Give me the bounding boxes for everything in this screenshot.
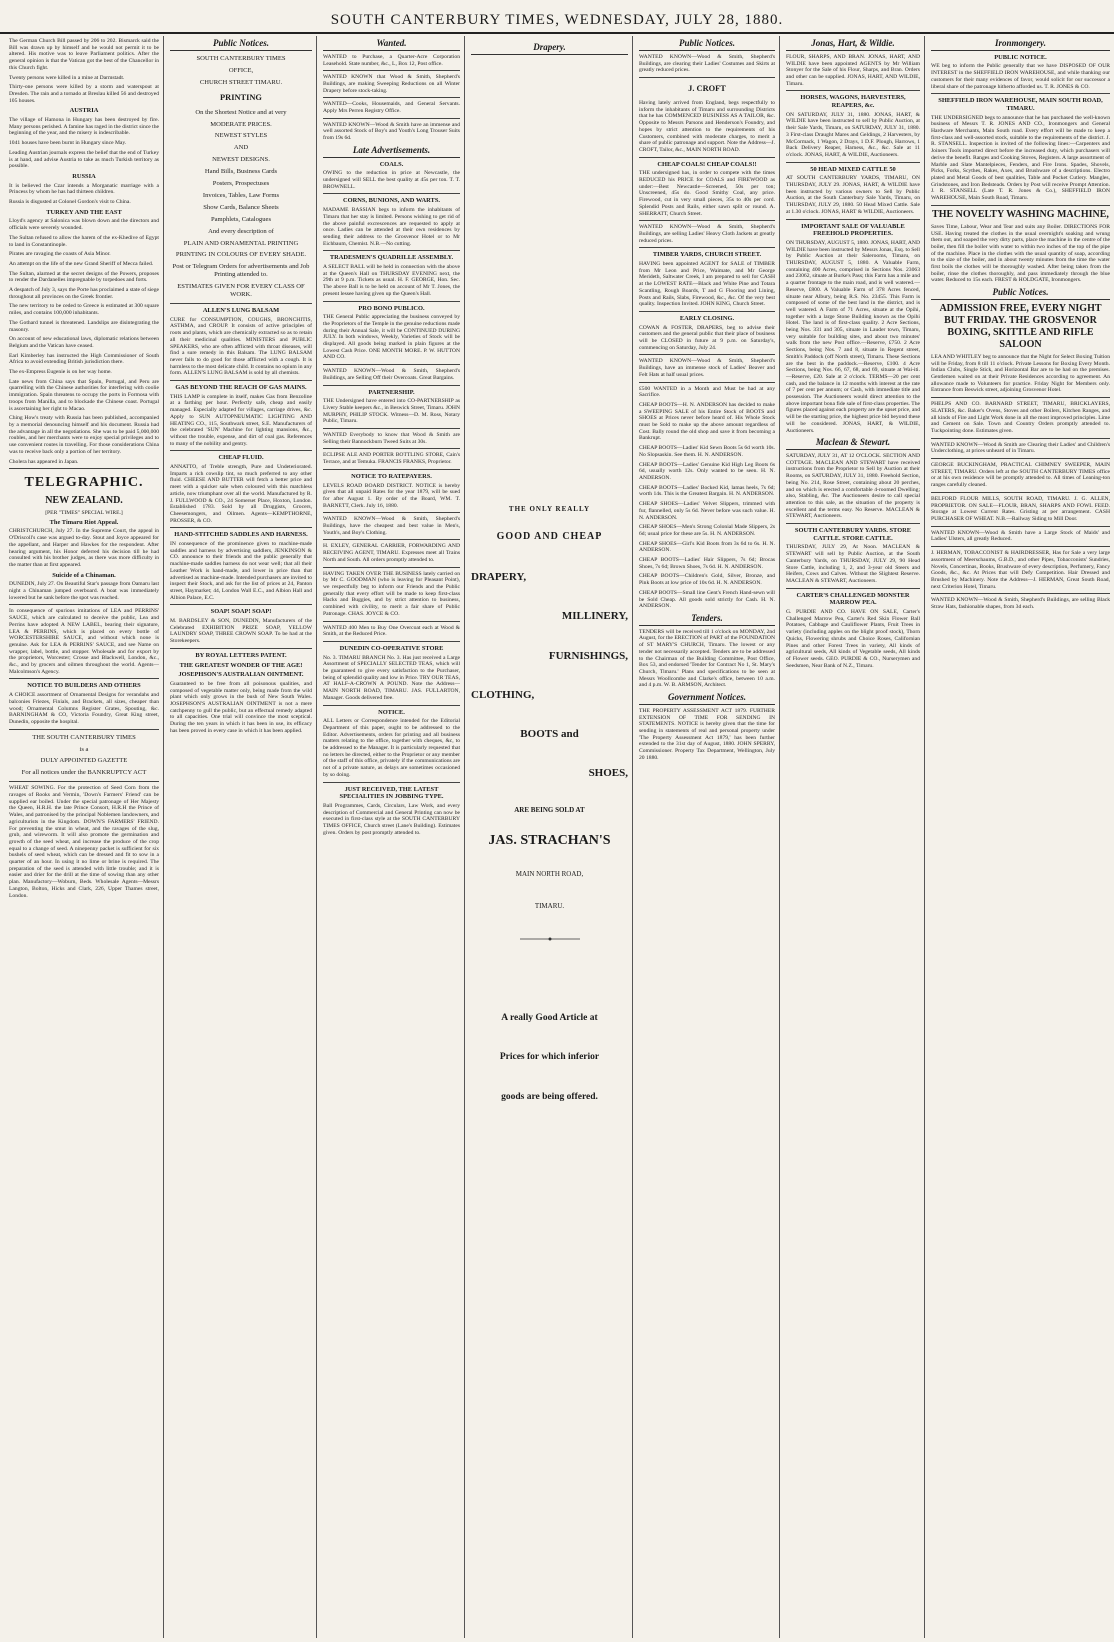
exley-ad: H. EXLEY, GENERAL CARRIER, FORWARDING AND RECEIVING AGENT, TIMARU. Expresses meet all Trains North and South. All orders promptly attended to. [323, 543, 460, 563]
drapery-line: FURNISHINGS, [548, 649, 628, 662]
printing-list-item: Pamphlets, Catalogues [210, 215, 272, 223]
printing-line: MODERATE PRICES. [210, 120, 272, 128]
divider [639, 382, 775, 383]
news-item: The German Church Bill passed by 206 to 202. Bismarck said the Bill was drawn up by himself and he would not permit it to be altered. His motive was to leave Parliament politics. After the general opinion is that the Vatican got the best of the Chancellor in this Church fight. [9, 38, 159, 71]
news-item: Cholera has appeared in Japan. [9, 458, 79, 465]
divider [786, 588, 920, 589]
wanted-ad: WANTED KNOWN—Wood & Smith have an immense and well assorted Stock of Boy's and Youth's Long Trouser Suits from 19s 6d. [323, 121, 460, 142]
section-heading: Wanted. [323, 38, 460, 51]
sweep-ad: GEORGE BUCKINGHAM, PRACTICAL CHIMNEY SWEEPER, MAIN STREET, TIMARU. Orders left at the SOUTH CANTERBURY TIMES office or at his own residence will be promptly attended to. All times of Leaning-ton ranges carefully cleaned. [931, 462, 1110, 489]
riot-text: CHRISTCHURCH, July 27. In the Supreme Court, the appeal in O'Driscoll's case was argued to-day. Stout and Joyce appeared for the appellant, and Harper and Hawkes for the respondent. After hearing argument, his Honor deferred his decision till he had consulted with his brother judges, as there was more difficulty in the matter than at first appeared. [9, 528, 159, 568]
news-heading: TURKEY AND THE EAST [46, 208, 122, 216]
boots-ad: CHEAP BOOTS—Children's Gold, Silver, Bronze, and Pink Boots at low price of 10s 6d. H. N. ANDERSON. [639, 573, 775, 587]
divider [931, 593, 1110, 594]
section-heading: Late Advertisements. [323, 145, 460, 158]
divider [9, 678, 159, 679]
drapery-line: CLOTHING, [471, 688, 535, 701]
ratepayers-heading: NOTICE TO RATEPAYERS. [351, 472, 432, 480]
dunedin-ad: No. 3. TIMARU BRANCH No. 3. Has just received a Large Assortment of SPECIALLY SELECTED TEAS, which will be guaranteed to give every satisfaction to the Purchaser, being of splendid quality and low in Price. TRY OUR TEAS, AT HALF-A-CROWN A POUND. Note the Address—MAIN NORTH ROAD, TIMARU. JAS. FULLARTON, Manager. Goods delivered free. [323, 654, 460, 701]
ornament-rule [471, 936, 628, 945]
builders-heading: NOTICE TO BUILDERS AND OTHERS [27, 682, 141, 690]
divider [323, 364, 460, 365]
news-item: 1041 houses have been burnt in Hungary since May. [9, 140, 127, 147]
section-heading: Jonas, Hart, & Wildie. [786, 38, 920, 51]
soap-heading: SOAP! SOAP! SOAP! [210, 608, 272, 616]
divider [786, 523, 920, 524]
news-heading: AUSTRIA [69, 107, 99, 115]
strachan-name: JAS. STRACHAN'S [488, 832, 611, 848]
public-notice-heading: PUBLIC NOTICE. [994, 53, 1047, 61]
gazette-line: DULY APPOINTED GAZETTE [40, 757, 128, 765]
cheese-heading: CHEAP FLUID. [218, 454, 264, 462]
section-heading: Public Notices. [170, 38, 312, 51]
divider [639, 354, 775, 355]
drapery-line: TIMARU. [534, 901, 565, 910]
boots-ad: CHEAP BOOTS—Ladies' Bocked Kid, lamas heels, 7s 6d; worth 14s. This is the Greatest Bargain. H. N. ANDERSON. [639, 484, 775, 498]
divider [639, 220, 775, 221]
boots-ad: CHEAP BOOTS—H. N. ANDERSON has decided to make a SWEEPING SALE of his Entire Stock of BOOTS and SHOES at Prices never before heard of. His Whole Stock must be Sold to make up the above amount regardless of Cost. Bally round the old shop and save it from becoming a Bankrupt. [639, 401, 775, 442]
eclipse-ad: ECLIPSE ALE AND PORTER BOTTLING STORE, Cain's Terrace, and at Temuka. FRANCIS FRANKS, Proprietor. [323, 452, 460, 466]
ratepayers-ad: LEVELS ROAD BOARD DISTRICT. NOTICE is hereby given that all unpaid Rates for the year 1879, will be sued for after August 1. By order of the Board, WM. T. BARNETT, Clerk. July 16, 1880. [323, 482, 460, 509]
news-item: The Gothard tunnel is threatened. Landslips are disintegrating the masonry. [9, 319, 159, 333]
divider [639, 77, 775, 78]
printing-line: NEWEST STYLES [214, 132, 268, 140]
wanted-ad: WANTED KNOWN that Wood & Smith, Shepherd's Buildings, are making Sweeping Reductions on all Winter Drapery before stock-taking. [323, 74, 460, 94]
column-ironmongery [928, 36, 1114, 1638]
section-heading: Ironmongery. [931, 38, 1110, 51]
washing-ad: Saves Time, Labour, Wear and Tear and suits any Boiler. DIRECTIONS FOR USE. Having treated the clothes in the usual overnight's soaking and wrung them out, and soaped the very dirty parts, place the machine in the centre of the boiler, then fill the boiler with water to within two inches of the top of the pipe of the machine. Place in the clothes with the usual quantity of soap, according to the size of the boiler, and in about twenty minutes from the time the water first boils the clothes will be thoroughly washed. After being taken from the boiler, rinse the clothes thoroughly, and pass immediately through the blue water. Reduced to 15s each. FREST & HOLDGATE, Ironmongers. [931, 223, 1110, 284]
wanted-ad: WANTED Everybody to know that Wood & Smith are Selling their Bannockburn Tweed Suits at 30s. [323, 432, 460, 445]
news-heading: RUSSIA [72, 172, 96, 180]
divider [323, 301, 460, 302]
gas-ad: THIS LAMP is complete in itself, makes Gas from Benzoline at a farthing per hour. Perfectly safe, cheap and easily managed. Especially adapted for villages, carriage drives, &c. Apply to SUN AUTOPNEUMATIC LIGHTING AND HEATING CO., 115, Southwark street, S.E. Manufacturers of the celebrated 'SUN' Machine for lighting mansions, &c., without the trouble, expense, and dirt of coal gas. References to many of the nobility and gentry. [170, 393, 312, 447]
news-item: The Sultan, alarmed at the secret designs of the Powers, proposes to render the Dardanelles impregnable by torpedoes and forts. [9, 270, 159, 284]
drapery-line: SHOES, [588, 767, 628, 780]
drapery-line: BOOTS and [520, 727, 579, 740]
divider [786, 90, 920, 91]
news-item: Twenty persons were killed in a mine at Darmstadt. [9, 74, 125, 81]
news-item: The village of Hamona in Hungary has been destroyed by fire. Many persons perished. A famine has raged in the district since the beginning of the year, and the misery is indescribable. [9, 117, 159, 137]
drapery-line: GOOD AND CHEAP [496, 531, 603, 543]
government-notice: THE PROPERTY ASSESSMENT ACT 1879. FURTHER EXTENSION OF TIME FOR SENDING IN STATEMENTS. NOTICE is hereby given that the time for sending in statements of real and personal property under 'The Property Assessment Act 1879,' has been further extended to the 31st day of August, 1880. JOHN SPERRY, Commissioner. Property Tax Department, Wellington, July 20 1880. [639, 707, 775, 761]
allen-heading: ALLEN'S LUNG BALSAM [202, 307, 280, 314]
printing-list-item: Invoices, Tables, Law Forms [202, 191, 280, 199]
admission-heading: ADMISSION FREE, EVERY NIGHT BUT FRIDAY. THE GROSVENOR BOXING, SKITTLE AND RIFLE SALOON [939, 302, 1102, 350]
news-item: Russia is disgusted at Colonel Gordon's visit to China. [9, 199, 131, 206]
gas-heading: GAS BEYOND THE REACH OF GAS MAINS. [175, 384, 307, 392]
suicide-text: DUNEDIN, July 27. On Beautiful Star's passage from Oamaru last night a Chinaman jumped overboard. A boat was immediately lowered but he sank before the spot was reached. [9, 581, 159, 601]
section-heading: Maclean & Stewart. [786, 437, 920, 450]
masthead-title: SOUTH CANTERBURY TIMES, WEDNESDAY, JULY 28, 1880. [330, 12, 784, 28]
herman-ad: J. HERMAN, TOBACCONIST & HAIRDRESSER, Has for Sale a very large assortment of Meerschaums, G.B.D., and other Pipes, Tobacconists' Sundries, Novels, Concertinas, Books, Brushware of every description, Perfumery, Fancy Goods, &c., &c. At Prices that will Defy Competition. Hair Dressed and Brushed by Machinery. Note the Address—J. HERMAN, Great South Road, next Criterion Hotel, Timaru. [931, 550, 1110, 590]
belford-ad: BELFORD FLOUR MILLS, SOUTH ROAD, TIMARU. J. G. ALLEN, PROPRIETOR. ON SALE—FLOUR, BRAN, SHARPS AND FOWL FEED. Storage at Lowest Current Rates. Gristing at per arrangement. CASH PURCHASER OF WHEAT. N.B.—Railway Siding to Mill Door. [931, 495, 1110, 522]
freehold-ad: ON THURSDAY, AUGUST 5, 1880. JONAS, HART, AND WILDIE have been instructed by Messrs Jonas, Esq. to Sell by Public Auction at their Salerooms, Timaru, on THURSDAY, AUGUST 5, 1880. A Valuable Farm, containing 400 Acres, comprised in Sections Nos. 23063 and 23062, situate at Burke's Pass; this Farm has a mile and a quarter frontage to the main road, and is well watered.—Reserve, £800. A Valuable Farm of 378 Acres fenced, situate near Albury, being R.S. No. 23455. This Farm is composed of some of the best land in the district, and is well watered. A Farm of 71 Acres, situate at the Opihi, together with a large Stone Building known as the Opihi Hotel. The land is of first-class quality. 2 Acre Sections, being Nos. 331 and 305, situate in Lauder town, Timaru, very suitable for building sites, and about two minutes' walk from the new Post office.—Reserve, £750. 2 Acre Sections, being Nos. 7 and 8, situate in Regent street, Smith's Paddock (off North street), Timaru. These Sections are the best in the paddock.—Reserve, £100. 4 Acre Sections, being Nos. 66, 67, 68, and 69, situate at Wai-iti.—Reserve, £20. Sale at 2 o'clock. TERMS—20 per cent cash, and the balance in 12 months with interest at the rate of 7 per cent per annum; or Cash, with immediate title and possession. The Auctioneers would direct attention to the above important bona fide sale of first-class properties. The figures placed against each property are the upset price, and will be the starting price, the highest price bid beyond these will be considered. JONAS, HART, & WILDIE, Auctioneers. [786, 239, 920, 434]
ointment-heading: JOSEPHSON'S AUSTRALIAN OINTMENT. [178, 671, 304, 679]
printing-line: Post or Telegram Orders for advertisements and Job Printing attended to. [172, 263, 310, 279]
printing-line: NEWEST DESIGNS. [212, 156, 270, 164]
gazette-line: THE SOUTH CANTERBURY TIMES [32, 733, 136, 741]
divider [931, 546, 1110, 547]
wanted-ad: WANTED KNOWN—Wood & Smith, Shepherd's Buildings, have the cheapest and best value in Men's, Youth's, and Boy's Clothing. [323, 516, 460, 536]
special-wire: [PER "TIMES" SPECIAL WIRE.] [45, 510, 123, 517]
printing-line: PLAIN AND ORNAMENTAL PRINTING [183, 239, 299, 247]
news-item: An attempt on the life of the new Grand Sheriff of Mecca failed. [9, 260, 154, 267]
gazette-line: is a [79, 745, 89, 753]
sheffield-heading: SHEFFIELD IRON WAREHOUSE, MAIN SOUTH ROAD, TIMARU. [938, 97, 1103, 112]
suicide-heading: Suicide of a Chinaman. [52, 571, 116, 579]
purdie-ad: G. PURDIE AND CO. HAVE ON SALE, Carter's Challenged Marrow Pea, Carter's Red Skin Flower Ball Potatoes, Cabbage and Cauliflower Plants, Fruit Trees in variety (including apples on the blight proof stock), Thorn Quicks, Flowering shrubs and Choice Roses, Californian Pines and other Forest Trees in variety, All kinds of agricultural seeds, All kinds of Vegetable seeds, All kinds of Flower seeds. GEO. PURDIE & CO., Nurserymen and Seedsmen, Near Bank of N.Z., Timaru. [786, 609, 920, 669]
printing-list-item: And every description of [208, 227, 274, 235]
news-item: Pirates are ravaging the coasts of Asia Minor. [9, 251, 111, 258]
boots-ad: CHEAP SHOES—Girl's Kid Boots from 3s 6d to 6s. H. N. ANDERSON. [639, 540, 775, 554]
corns-ad: MADAME BASSIAN begs to inform the inhabitants of Timaru that her stay is limited. Persons wishing to get rid of the above painful excrescences are requested to apply at once. Ladies can be attended at their own residences by sending their address to the Grosvenor Hotel or to Mr Eichbaum, Chemist. N.B.—No cutting. [323, 207, 460, 247]
divider [323, 385, 460, 386]
column-drapery [468, 36, 633, 1638]
printing-list-item: Posters, Prospectuses [212, 180, 270, 188]
boxing-ad: LEA AND WHITLEY beg to announce that the Night for Select Boxing Tuition will be Friday, from 8 till 11 o'clock. Private Lessons for Boxing Every Month. Indian Clubs, Single Stick, and Horizontal Bar are to be had on the premises. Gentlemen waited on at their Private Residences according to agreement. An allowance made to Volunteers for practice. Friday Night for Members only. Entrance from Beswick street, adjoining Grosvenor Hotel. [931, 353, 1110, 394]
cheese-ad: ANNATTO, of Treble strength, Pure and Undeteriorated. Imparts a rich cowslip tint, so much preferred to any other fluid. CHEESE AND BUTTER will fetch a better price and meet with a quicker sale when coloured with this matchless article, now triumphant over all the world. Manufactured by R. J. FULLWOOD & CO., 24 Somerset Place, Hoxton, London. Established 1783. Sold by all Druggists, Grocers, Cheesemongers, and Oilmen. Agents—KEMPTHORNE, PROSSER, & CO. [170, 464, 312, 524]
divider [170, 527, 312, 528]
divider [931, 205, 1110, 206]
goodman-ad: HAVING TAKEN OVER THE BUSINESS lately carried on by Mr C. GOODMAN (who is leaving for Pleasant Point), we respectfully beg to inform our Friends and the Public generally that every effort will be made to keep first-class Hacks and Buggies, and by strict attention to business, combined with civility, to merit a fair share of Public Patronage. CHAS. JOYCE & CO. [323, 570, 460, 617]
printing-line: PRINTING IN COLOURS OF EVERY SHADE. [175, 251, 307, 259]
divider [639, 311, 775, 312]
column-public-notices-2 [636, 36, 780, 1638]
gazette-line: For all notices under the BANKRUPTCY ACT [21, 769, 147, 777]
divider [323, 193, 460, 194]
printing-line: On the Shortest Notice and at very [195, 108, 287, 116]
sheffield-ad: THE UNDERSIGNED begs to announce that he has purchased the well-known business of Messrs T. R. JONES AND CO., Ironmongers and General Hardware Merchants, Main South road. Every effort will be made to keep a first-class and well-assorted stock, suitable to the requirements of the district. J. R. STANSELL. Inspection is invited of the following lines:—Carpenters and Joiners Tools imported direct before the increased duty, which purchasers will derive the benefit. Ranges and Cooking Stoves, Registers. A large assortment of Marble and Slate Mantelpieces, Fenders, and Fire Irons. Spades, Shovels, Picks, Forks, Scythes, Rakes, Axes, and Brushware of a descriptions. Electro plated and Metal Goods of best qualities, Table and Pocket Cutlery. Mangles, Grindstones, and Iron Bedsteads. Orders by Post will receive Prompt Attention. J. R. STANSELL (Late T. R. Jones & Co.), SHEFFIELD IRON WAREHOUSE, Main South Road, Timaru. [931, 114, 1110, 202]
section-heading: Drapery. [471, 42, 628, 55]
divider [323, 428, 460, 429]
news-item: Lloyd's agency at Salonica was blown down and the directors and officials were severely wounded. [9, 218, 159, 232]
divider [323, 539, 460, 540]
timber-heading: TIMBER YARDS, CHURCH STREET. [652, 251, 762, 259]
partnership-ad: THE Undersigned have entered into CO-PARTNERSHIP as Livery Stable keepers &c., in Beswick Street, Timaru. JOHN MURPHY, PHILIP STOCK. Witness—D. M. Ross, Notary Public, Timaru. [323, 398, 460, 425]
saddles-heading: HAND-STITCHED SADDLES AND HARNESS. [174, 531, 308, 539]
news-item: The ex-Empress Eugenie is on her way home. [9, 369, 112, 376]
timber-ad: HAVING been appointed AGENT for SALE of TIMBER from Mr Leon and Price, Waimate, and Mr George Merideth, Saltwater Creek, I am prepared to sell for CASH at the LOWEST RATE—Black and White Pine and Totara Scantling, Rough Boards, T and G Flooring and Lining, Posts and Rails, Slabs, Firewood, &c., &c. Of the very best quality. Inspection Invited. JOHN KING, Church Street. [639, 261, 775, 308]
builders-ad: A CHOICE assortment of Ornamental Designs for verandahs and balconies Friezes, Finials, and Brackets, all sizes, cheaper than wood; Ornamental Columns Register Grates, Spouting, &c. BARNINGHAM & CO, Victoria Foundry, Great King street, Dunedin, opposite the hospital. [9, 692, 159, 725]
divider [323, 512, 460, 513]
divider [323, 97, 460, 98]
news-item: Earl Kimberley has instructed the High Commissioner of South Africa to avoid extending British jurisdiction there. [9, 352, 159, 366]
divider [931, 397, 1110, 398]
divider [9, 604, 159, 605]
divider [323, 641, 460, 642]
wanted-ad: WANTED KNOWN—Wood & Smith, Shepherd's Buildings, are selling Black Straw Hats, fashionable shapes, from 3d each. [931, 597, 1110, 611]
divider [931, 492, 1110, 493]
dunedin-heading: DUNEDIN CO-OPERATIVE STORE [339, 644, 444, 652]
column-news [6, 36, 164, 1638]
columns [6, 36, 1108, 1638]
divider [9, 781, 159, 782]
allen-ad: CURE for CONSUMPTION, COUGHS, BRONCHITIS, ASTHMA, and CROUP. It consists of active principles of roots and plants, which are chemically extracted so as to retain all their medicinal qualities. MINISTERS and PUBLIC SPEAKERS, who are often afflicted with throat diseases, will find a sure remedy in this Balsam. The LUNG BALSAM never fails to do good for those afflicted with a cough. It is harmless to the most delicate child. It contains no opium in any form. ALLEN'S LUNG BALSAM is sold by all chemists. [170, 316, 312, 377]
divider [323, 118, 460, 119]
royal-patent: BY ROYAL LETTERS PATENT. [195, 651, 287, 659]
section-heading: Government Notices. [639, 692, 775, 705]
boots-ad: CHEAP BOOTS—Ladies' Hair Slippers, 7s 6d; Brocas Shoes, 7s 6d; Brown Shoes, 7s 6d. H. N. ANDERSON. [639, 557, 775, 570]
printing-list-item: Hand Bills, Business Cards [204, 168, 278, 176]
notice-text: ALL Letters or Correspondence intended for the Editorial Department of this paper, ought to be addressed to the Editor. Advertisements, orders for printing and all business matters relating to the office, together with cheques, &c, to be addressed to the Manager. It is particularly requested that no letters be directed, either to the Proprietor or any member of the staff of this office, privately if the communications are not of a private nature, as delays are sometimes occasioned by so doing. [323, 718, 460, 778]
cheap-coals-ad: THE undersigned has, in order to compete with the times REDUCED his PRICE for COALS and FIREWOOD as under:—Best Newcastle—Screened, 50s per ton; Unscreened, 45s do. Good Smithy Coal, any price. Firewood, cut in very small pieces, 35s to 40s per cord. Splendid Posts and Rails, either sawn split or round. A. SHERRATT, Church Street. [639, 170, 775, 217]
divider [931, 93, 1110, 94]
early-closing-ad: COWAN & FOSTER, DRAPERS, beg to advise their customers and the general public that their place of business will be CLOSED in future at 9 p.m. on Saturday's, commencing on Saturday, July 24. [639, 324, 775, 351]
cattle-ad: AT SOUTH CANTERBURY YARDS, TIMARU, ON THURSDAY, JULY 29. JONAS, HART, & WILDIE have been instructed by various owners to Sell by Public Auction, at the South Canterbury Sale Yards, Timaru, on THURSDAY, JULY 29, 1880. 50 Head Mixed Cattle. Sale at 1.30 o'clock. JONAS, HART & WILDIE, Auctioneers. [786, 175, 920, 215]
wheat-sowing-ad: WHEAT SOWING. For the protection of Seed Corn from the ravages of Rooks and Vermin, 'Down's Farmers' Friend' can be supplied ear boiled. Under the special patronage of Her Majesty the Queen, H.R.H. the late Prince Consort, H.R.H the Prince of Wales, and patronised by the principal Noblemen landowners, and agriculturists in the Kingdom. DOWN'S FARMERS' FRIEND. For preventing the smut in wheat, and the ravages of the slug, grub, and wireworm. It will also promote the germination and growth of the seed wheat, and increase the produce of the crop equal to a change of seed. A ninepenny packet is sufficient for six bushels of seed wheat, which can be dressed and fit to sow in a quarter of an hour. In using it no lime or brine is required. The preparation of the seed is attended with little trouble; and it is easier and drier for the drill at the time of sowing than any other plan. Manufactory—Woburn, Beds. Wholesale Agents—Messrs Langton, Bolton, Hicks and Clark, 226, Upper Thames street, London. [9, 785, 159, 899]
divider [323, 469, 460, 470]
ointment-ad: Guaranteed to be free from all poisonous qualities, and composed of vegetable matter only, being made from the wild plant which only grows in the bush of New South Wales. JOSEPHSON'S AUSTRALIAN OINTMENT is not a mere catchpenny to gull the public, but an effectual remedy adapted to all capacities. One trial will convince the most sceptical. During the ten years in which it has been in use, its efficacy has been proved in every case in which it has been applied. [170, 680, 312, 734]
divider [170, 648, 312, 649]
phelps-ad: PHELPS AND CO. BARNARD STREET, TIMARU, BRICKLAYERS, SLATERS, &c. Baker's Ovens, Stoves and other Boilers, Kitchen Ranges, and all kinds of Fire and Light Work done in all the most improved principles. Lime and Cement on Sale. Town and Country Orders promptly attended to. Tuckpointing done. Estimates given. [931, 401, 1110, 434]
divider [170, 303, 312, 304]
column-auctioneers [783, 36, 925, 1638]
divider [323, 705, 460, 706]
times-office-line: SOUTH CANTERBURY TIMES [196, 54, 286, 62]
news-item: The new territory to be ceded to Greece is estimated at 300 square miles, and contains 100,000 inhabitants. [9, 303, 159, 317]
horses-ad: ON SATURDAY, JULY 31, 1880. JONAS, HART, & WILDIE have been instructed to sell by Public Auction, at their Sale Yards, Timaru, on SATURDAY, JULY 31, 1880. 3 First-class Draught Mares and Geldings, 2 Harvesters, by McCormack, 1 Wagon, 2 Drays, 1 D.F. Plough, Harrows, 1 Back Delivery Reaper, Harness, &c., &c. Sale at 11 o'clock. JONAS, HART, & WILDIE, Auctioneers. [786, 111, 920, 158]
divider [639, 157, 775, 158]
telegraphic-heading: TELEGRAPHIC. [24, 475, 144, 491]
drapery-line: MAIN NORTH ROAD, [515, 869, 584, 878]
divider [323, 621, 460, 622]
boots-ad: CHEAP BOOTS—Ladies' Kid Sewn Boots 5s 6d worth 10s. No Slopsaskin. See them. H. N. ANDERSON. [639, 445, 775, 458]
wanted-ad: WANTED KNOWN—Wood & Smith, Shepherd's Buildings, are Selling Off their Overcoats. Great Bargains. [323, 368, 460, 381]
drapery-line: MILLINERY, [561, 610, 628, 623]
early-closing-heading: EARLY CLOSING. [679, 314, 735, 322]
divider [170, 604, 312, 605]
column-public-notices [167, 36, 317, 1638]
lea-perrins-ad: In consequence of spurious imitations of LEA and PERRINS' SAUCE, which are calculated to deceive the public, Lea and Perrins have adopted A NEW LABEL, bearing their signature, LEA & PERRINS, which is placed on every bottle of WORCESTERSHIRE SAUCE, and without which none is genuine. Ask for LEA & PERRINS' SAUCE, and see Name on wrapper, label, bottle, and stopper. Wholesale and for export by the proprietors, Worcester; Crosse and Blackwell, London, &c., &c., and by grocers and oilmen throughout the world. Agents—Malcolmson's Agency. [9, 608, 159, 675]
section-heading: Public Notices. [931, 287, 1110, 300]
divider [323, 567, 460, 568]
times-office-line: CHURCH STREET TIMARU. [199, 78, 283, 86]
section-heading: Public Notices. [639, 38, 775, 51]
coals-ad: OWING to the reduction in price at Newcastle, the undersigned will SELL the best quality at 45s per ton. T. T. BROWNELL. [323, 170, 460, 190]
divider [9, 729, 159, 730]
bono-ad: THE General Public appreciating the business conveyed by the Proprietors of the Temple in the genuine reductions made during their Annual Sale, it will be CONTINUED DURING JULY. In both windows, Weekly, Varieties of Stock will be displayed. All goods being marked in plain figures at the Lowest Cash Price. ONE MONTH MORE. P. W. HUTTON AND CO. [323, 314, 460, 361]
news-item: Thirty-one persons were killed by a storm and waterspout at Dresden. The rain and a tornado at Breslau killed 56 and destroyed 105 houses. [9, 84, 159, 104]
riot-heading: The Timaru Riot Appeal. [49, 518, 119, 526]
boots-ad: CHEAP BOOTS—Ladies' Genuine Kid High Leg Boots 6s 6d, usually worth 12s. Only wanted to be seen. H. N. ANDERSON. [639, 461, 775, 481]
news-item: On account of new educational laws, diplomatic relations between Belgium and the Vatican have ceased. [9, 336, 159, 349]
news-item: Late news from China says that Spain, Portugal, and Peru are quarrelling with the Chinese authorities for interfering with coolie immigration. Spain threatens to occupy the ports in Formosa with troops from Manilla, and to blockade the Chinese coast. Portugal is ascertaining her right to Macao. [9, 378, 159, 412]
divider [931, 526, 1110, 527]
news-item: Leading Austrian journals express the belief that the end of Turkey is at hand, and advise Austria to take as much Turkish territory as possible. [9, 149, 159, 170]
printing-heading: PRINTING [220, 92, 262, 102]
boots-ad: CHEAP SHOES—Ladies' Velvet Slippers, trimmed with fur, flannelled, only 5s 6d. Never before was such value. H. N. ANDERSON. [639, 501, 775, 521]
jobbing-ad: Ball Programmes, Cards, Circulars, Law Work, and every description of Commercial and General Printing can now be executed in first-class style at the SOUTH CANTERBURY TIMES OFFICE, Church street (Lane's Building). Estimates given. Orders by post promptly attended to. [323, 802, 460, 836]
public-notice-text: WE beg to inform the Public generally that we have DISPOSED OF OUR INTEREST in the SHEFFIELD IRON WAREHOUSE, and while thanking our customers for their many evidences of favor, would solicit for our successor a liberal share of the patronage hitherto afforded us. T. R. JONES & CO. [931, 63, 1110, 90]
printing-line: ESTIMATES GIVEN FOR EVERY CLASS OF WORK. [177, 283, 305, 299]
pound-ad: £500 WANTED in a Month and Must be had at any Sacrifice. [639, 385, 775, 399]
corns-heading: CORNS, BUNIONS, AND WARTS. [343, 197, 440, 205]
horses-heading: HORSES, WAGONS, HARVESTERS, REAPERS, &c. [800, 94, 906, 109]
wanted-ad: WANTED KNOWN—Wood & Smith, Shepherd's Buildings, have an immense stock of Ladies' Beaver and Felt Hats at half usual prices. [639, 358, 775, 378]
quadrille-ad: A SELECT BALL will be held in connection with the above at the Queen's Hall on THURSDAY EVENING next, the 29th at 9 p.m. Tickets as usual. H. F. GEORGE, Hon. Sec. The above Ball is to be held on account of Mr T. Jones, the present lessee having given up the Queen's Hall. [323, 264, 460, 297]
divider [323, 448, 460, 449]
divider [170, 380, 312, 381]
carter-heading: CARTER'S CHALLENGED MONSTER MARROW PEA. [796, 591, 910, 607]
divider [931, 458, 1110, 459]
wanted-ad: WANTED to Purchase, a Quarter-Acre Corporation Leasehold. State number, &c., L, Box 12, Post office. [323, 53, 460, 67]
times-office-line: OFFICE, [228, 66, 254, 74]
croft-ad: Having lately arrived from England, begs respectfully to inform the inhabitants of Timaru and surrounding Districts that he has COMMENCED BUSINESS AS A TAILOR, &c. Opposite to Messrs Parsons and Henderson's Foundry, and hopes by strict attention to the requirements of his Customers, combined with moderate charges, to merit a share of public patronage and support. Note the Address—J. CROFT, Tailor, &c., MAIN NORTH ROAD. [639, 99, 775, 153]
soap-ad: M. BARDSLEY & SON, DUNEDIN, Manufacturers of the Celebrated EXHIBITION PRIZE SOAP, YELLOW LAUNDRY SOAP, THREE CROWN SOAP. To be had at the Storekeepers. [170, 618, 312, 645]
maclean-ad: SATURDAY, JULY 31, AT 12 O'CLOCK. SECTION AND COTTAGE. MACLEAN AND STEWART have received instructions from the Proprietor to Sell by Auction at their Rooms, on SATURDAY, JULY 31, 1880. Freehold Section, being No. 214, Rose Street, containing about 20 perches, and on which is erected a comfortable 4-roomed Dwelling; also, Stabling, &c. The Auctioneers desire to call special attention to this sale, as the situation of the property is excellent and the terms easy. No Reserve. MACLEAN & STEWART, Auctioneers. [786, 453, 920, 520]
divider [639, 247, 775, 248]
boots-ad: CHEAP SHOES—Men's Strong Colonial Made Slippers, 2s 6d; usual price for these are 5s. H. N. ANDERSON. [639, 524, 775, 537]
drapery-line: THE ONLY REALLY [508, 504, 591, 513]
drapery-line: A really Good Article at [501, 1012, 598, 1023]
divider [323, 70, 460, 71]
flour-ad: FLOUR, SHARPS, AND BRAN. JONAS, HART, AND WILDIE have been appointed AGENTS by Mr William Stonyer for the Sale of his Flour, Sharps, and Bran. Orders and other can be supplied. JONAS, HART, AND WILDIE, Timaru. [786, 53, 920, 87]
wanted-ad: WANTED 400 Men to Buy One Overcoat each at Wood & Smith, at the Reduced Price. [323, 624, 460, 638]
partnership-heading: PARTNERSHIP. [368, 388, 415, 396]
printing-line: AND [233, 144, 249, 152]
nz-heading: NEW ZEALAND. [45, 495, 123, 507]
wanted-ad: WANTED KNOWN—Wood & Smith, Shepherd's Buildings, are clearing their Ladies' Costumes and Skirts at greatly reduced prices. [639, 53, 775, 74]
news-item: The Sultan refused to allow the harem of the ex-Khedive of Egypt to land in Constantinople. [9, 234, 159, 248]
divider [323, 250, 460, 251]
ornament-icon [520, 936, 580, 942]
boots-ad: CHEAP BOOTS—Small line Gent's French Hand-sewn will be Sold Cheap. All goods sold strictly for Cash. H. N. ANDERSON. [639, 589, 775, 610]
freehold-heading: IMPORTANT SALE OF VALUABLE FREEHOLD PROPERTIES. [801, 222, 905, 238]
drapery-line: ARE BEING SOLD AT [514, 806, 585, 815]
washing-heading: THE NOVELTY WASHING MACHINE, [932, 208, 1109, 220]
wanted-ad: WANTED KNOWN—Wood & Smith, Shepherd's Buildings, are selling Ladies' Heavy Cloth Jackets at greatly reduced prices. [639, 224, 775, 244]
news-item: Ching How's treaty with Russia has been published, accompanied by a memorial denouncing himself and his document. Russia had the advantage in all the negotiations. She was to be paid 5,000,000 roubles, and her merchants were to enjoy special privileges and to use convenient routes in travelling. For those considerations China was to receive back only a portion of her territory. [9, 415, 159, 455]
divider [323, 782, 460, 783]
store-cattle-heading: SOUTH CANTERBURY YARDS. STORE CATTLE. STORE CATTLE. [794, 527, 912, 542]
coals-heading: COALS. [379, 160, 404, 168]
drapery-line: goods are being offered. [501, 1091, 598, 1102]
wanted-ad: WANTED—Cooks, Housemaids, and General Servants. Apply Mrs Perren Registry Office. [323, 101, 460, 115]
wanted-ad: WANTED KNOWN—Wood & Smith have a Large Stock of Maids' and Ladies' Ulsters, all greatly Reduced. [931, 529, 1110, 543]
divider [786, 162, 920, 163]
greatest-wonder: THE GREATEST WONDER OF THE AGE! [179, 661, 303, 669]
quadrille-heading: TRADESMEN'S QUADRILLE ASSEMBLY. [329, 254, 454, 262]
divider [931, 438, 1110, 439]
notice-heading: NOTICE. [378, 708, 405, 716]
tenders-ad: TENDERS will be received till 1 o'clock on MONDAY, 2nd August, for the ERECTION of PART of the FOUNDATION of ST MARY'S CHURCH, Timaru. The lowest or any tender not necessarily accepted. Tenders are to be addressed to the Chairman of the Building Committee, Post Office, Box 53, and endorsed 'Tender for Contract No 1, St. Mary's Church, Timaru.' Plans and specifications to be seen at Messrs Woollcombe and Clarke's office, between 10 a.m. and 4 p.m. W. B. ARMSON, Architect. [639, 628, 775, 689]
croft-heading: J. CROFT [688, 83, 726, 93]
section-heading: Tenders. [639, 613, 775, 626]
masthead [0, 0, 1114, 34]
printing-list-item: Show Cards, Balance Sheets [203, 203, 279, 211]
news-item: A despatch of July 3, says the Porte has proclaimed a state of siege throughout all provinces on the Greek frontier. [9, 287, 159, 300]
store-cattle-ad: THURSDAY, JULY 29, At Noon. MACLEAN & STEWART will sell by Public Auction, at the South Canterbury Yards, on THURSDAY, JULY 29, 90 Head Store Cattle, including 1, 2, and 3-year old Steers and Heifers, Cows and Calves. Without the Slightest Reserve. MACLEAN & STEWART, Auctioneers. [786, 544, 920, 584]
column-wanted [320, 36, 465, 1638]
cattle-heading: 50 HEAD MIXED CATTLE 50 [810, 165, 896, 173]
jobbing-heading: JUST RECEIVED, THE LATEST SPECIALITIES IN JOBBING TYPE. [339, 785, 444, 801]
divider [9, 468, 159, 469]
wanted-ad: WANTED KNOWN—Wood & Smith are Clearing their Ladies' and Children's Underclothing, at prices unheard of in Timaru. [931, 441, 1110, 455]
cheap-coals-heading: CHEAP COALS! CHEAP COALS!! [657, 160, 757, 168]
saddles-ad: IN consequence of the prominence given to machine-made saddles and harness by advertising saddlers, JENKINSON & CO. announce to their friends and the public generally that machine-made saddles harness do not wear well; that all their Leather Work is hand-made, and lower in price than that advertised as machine-made. Intended purchasers are invited to inspect their Stock, and ask for the list of prices at 24, Panton street, Haymarket; 44, London Wall E.C., and Albion Hall and Albion Palace, E.C. [170, 541, 312, 601]
drapery-line: DRAPERY, [471, 571, 527, 584]
bono-heading: PRO BONO PUBLICO. [358, 304, 425, 312]
news-item: It is believed the Czar intends a Morganatic marriage with a Princess by whom he has had thirteen children. [9, 182, 159, 196]
drapery-line: Prices for which inferior [499, 1052, 600, 1063]
divider [170, 450, 312, 451]
divider [786, 219, 920, 220]
